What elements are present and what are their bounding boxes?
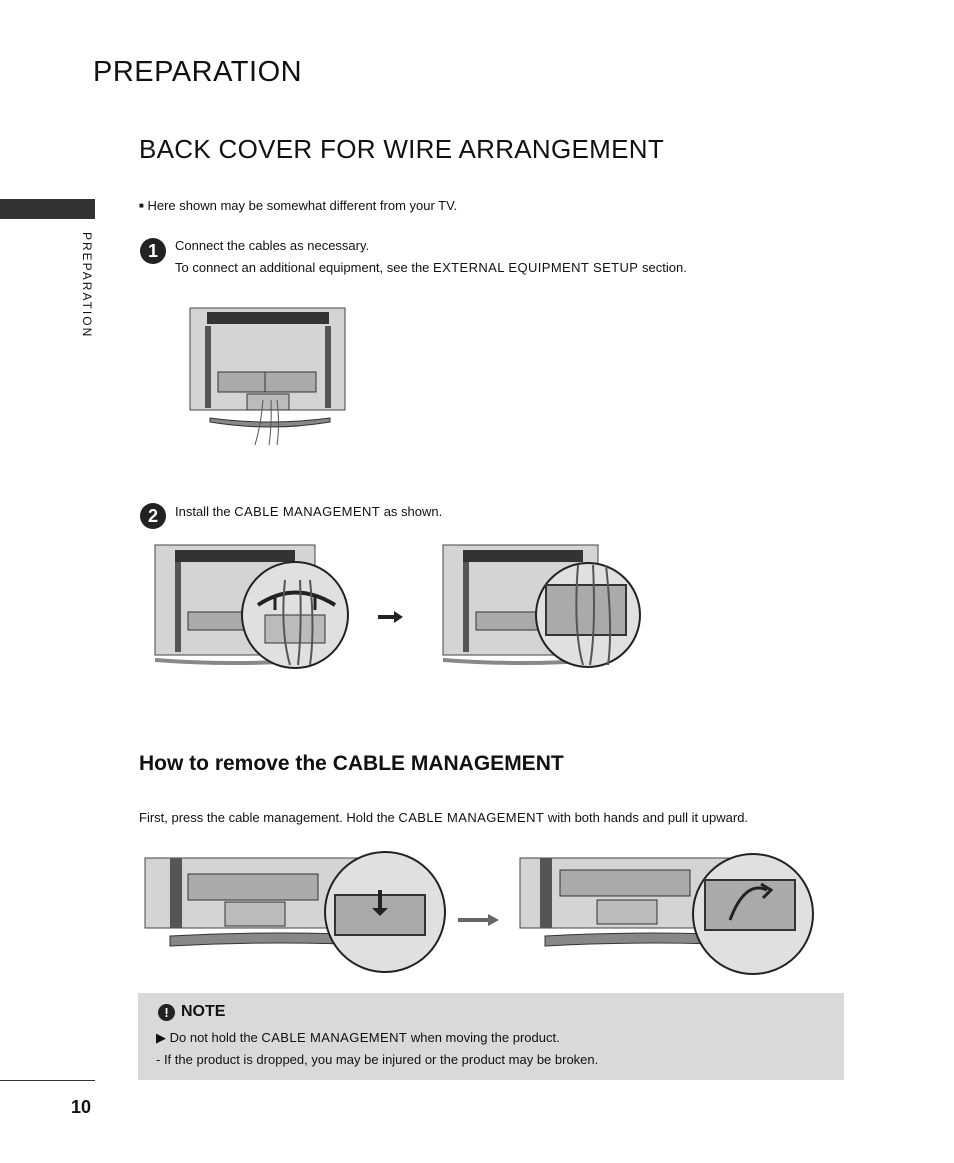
page-number: 10	[71, 1097, 92, 1117]
step-2-badge: 2	[140, 503, 166, 529]
arrow-right-icon	[378, 610, 404, 624]
remove-instruction: First, press the cable management. Hold the CABLE MANAGEMENT with both hands and pull it upward.	[139, 810, 749, 825]
side-tab-label: PREPARATION	[80, 232, 94, 339]
bullet-icon: ■	[139, 201, 144, 210]
note-heading: ! NOTE	[158, 1003, 225, 1021]
remove-illustration-1	[140, 850, 450, 980]
tv-back-illustration-2a	[150, 540, 355, 690]
side-tab-bar	[0, 199, 95, 219]
step-1-text: Connect the cables as necessary. To connect an additional equipment, see the EXTERNAL EQUIPMENT SETUP section.	[175, 238, 687, 275]
exclamation-icon: !	[158, 1004, 175, 1021]
note-box	[138, 993, 844, 1080]
tv-back-illustration-2b	[438, 540, 648, 690]
step-2-text: Install the CABLE MANAGEMENT as shown.	[175, 504, 443, 519]
remove-illustration-2	[515, 850, 820, 980]
footer-rule	[0, 1080, 95, 1081]
arrow-right-icon	[458, 913, 500, 927]
section-title: PREPARATION	[93, 56, 303, 88]
notice-text: ■ Here shown may be somewhat different from your TV.	[139, 198, 458, 213]
remove-heading: How to remove the CABLE MANAGEMENT	[139, 752, 564, 775]
note-body: ▶ Do not hold the CABLE MANAGEMENT when moving the product. - If the product is dropped, you may be injured or the product may be broken.	[156, 1030, 599, 1067]
page-title: BACK COVER FOR WIRE ARRANGEMENT	[139, 134, 665, 164]
tv-back-illustration-1	[185, 300, 355, 450]
step-1-badge: 1	[140, 238, 166, 264]
